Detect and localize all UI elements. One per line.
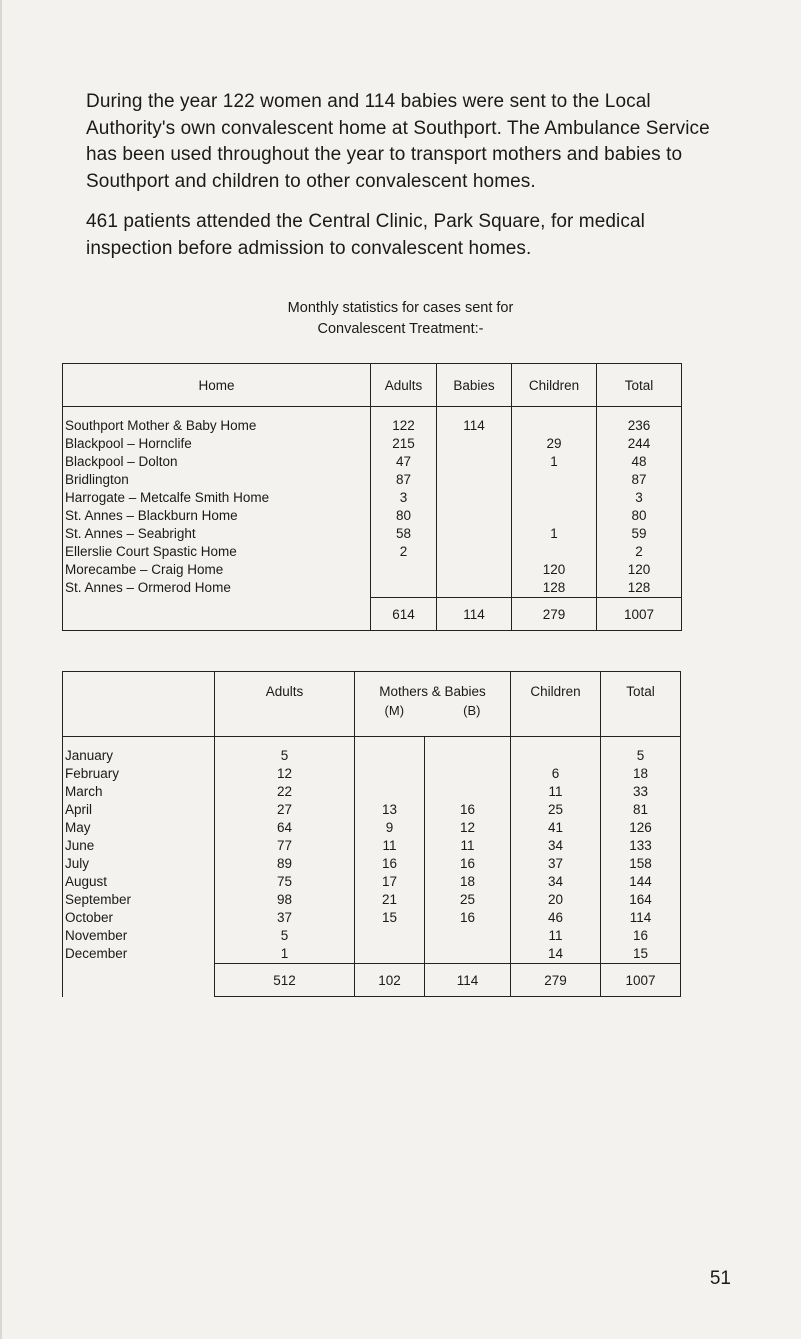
children-value: [511, 737, 601, 766]
table-row: [63, 909, 681, 927]
total-value: 5: [601, 737, 681, 766]
header-adults: Adults: [215, 672, 355, 737]
table-row: [63, 737, 681, 766]
month-name: November: [63, 927, 215, 945]
babies-value: [437, 525, 512, 543]
adults-value: 22: [215, 783, 355, 801]
table-row: [63, 783, 681, 801]
mothers-value: [355, 945, 425, 964]
table-row: [63, 489, 682, 507]
babies-value: [437, 507, 512, 525]
children-value: 120: [512, 561, 597, 579]
table-row: [63, 435, 682, 453]
adults-value: 89: [215, 855, 355, 873]
children-value: 41: [511, 819, 601, 837]
month-name: March: [63, 783, 215, 801]
home-name: St. Annes – Blackburn Home: [63, 507, 371, 525]
header-mothers-babies: [355, 672, 511, 737]
header-adults: Adults: [371, 364, 437, 407]
caption-line-2: Convalescent Treatment:-: [317, 321, 484, 337]
babies-value: [437, 471, 512, 489]
adults-value: [371, 579, 437, 598]
header-mothers-babies-label: Mothers & Babies: [379, 684, 486, 699]
adults-value: 5: [215, 927, 355, 945]
table-row: [63, 855, 681, 873]
header-b: (B): [463, 703, 481, 718]
adults-value: 1: [215, 945, 355, 964]
mothers-value: [355, 783, 425, 801]
babies-value: 18: [425, 873, 511, 891]
babies-value: [437, 489, 512, 507]
children-value: 1: [512, 525, 597, 543]
table-row: [63, 453, 682, 471]
babies-value: [425, 765, 511, 783]
table-row: [63, 945, 681, 964]
month-name: December: [63, 945, 215, 964]
table-caption: [0, 298, 801, 340]
total-value: 2: [597, 543, 682, 561]
adults-value: 77: [215, 837, 355, 855]
month-name: June: [63, 837, 215, 855]
table-row: [63, 873, 681, 891]
total-value: 120: [597, 561, 682, 579]
header-total: Total: [601, 672, 681, 737]
total-value: 48: [597, 453, 682, 471]
home-name: Bridlington: [63, 471, 371, 489]
mothers-value: 13: [355, 801, 425, 819]
total-children: 279: [511, 964, 601, 997]
adults-value: [371, 561, 437, 579]
children-value: [512, 407, 597, 436]
table-row: [63, 801, 681, 819]
page-edge: [0, 0, 2, 1339]
babies-value: [437, 543, 512, 561]
home-name: St. Annes – Ormerod Home: [63, 579, 371, 598]
total-adults: 512: [215, 964, 355, 997]
home-name: Morecambe – Craig Home: [63, 561, 371, 579]
home-name: Blackpool – Hornclife: [63, 435, 371, 453]
children-value: 25: [511, 801, 601, 819]
table-row: [63, 507, 682, 525]
children-value: 20: [511, 891, 601, 909]
month-name: July: [63, 855, 215, 873]
table-row: [63, 561, 682, 579]
mothers-value: 11: [355, 837, 425, 855]
children-value: 34: [511, 873, 601, 891]
table-row: [63, 525, 682, 543]
homes-table: [62, 363, 682, 631]
month-name: February: [63, 765, 215, 783]
total-adults: 614: [371, 598, 437, 631]
header-home: Home: [63, 364, 371, 407]
adults-value: 27: [215, 801, 355, 819]
month-name: October: [63, 909, 215, 927]
mothers-value: 17: [355, 873, 425, 891]
babies-value: [437, 453, 512, 471]
paragraph-convalescent-home: During the year 122 women and 114 babies were sent to the Local Authority's own convalescent home at Southport. The Ambulance Service has been used throughout the year to transport mothers and babies to Southport and children to other convalescent homes.: [86, 91, 710, 192]
children-value: 1: [512, 453, 597, 471]
home-name: Blackpool – Dolton: [63, 453, 371, 471]
adults-value: 98: [215, 891, 355, 909]
children-value: [512, 471, 597, 489]
babies-value: [425, 737, 511, 766]
adults-value: 75: [215, 873, 355, 891]
children-value: 46: [511, 909, 601, 927]
total-value: 144: [601, 873, 681, 891]
table-row: [63, 837, 681, 855]
babies-value: 16: [425, 909, 511, 927]
table-row: [63, 927, 681, 945]
adults-value: 215: [371, 435, 437, 453]
total-total: 1007: [597, 598, 682, 631]
home-name: Harrogate – Metcalfe Smith Home: [63, 489, 371, 507]
adults-value: 3: [371, 489, 437, 507]
adults-value: 64: [215, 819, 355, 837]
total-m: 102: [355, 964, 425, 997]
children-value: 11: [511, 783, 601, 801]
babies-value: 25: [425, 891, 511, 909]
total-value: 133: [601, 837, 681, 855]
children-value: 29: [512, 435, 597, 453]
month-name: August: [63, 873, 215, 891]
total-value: 59: [597, 525, 682, 543]
adults-value: 87: [371, 471, 437, 489]
total-b: 114: [425, 964, 511, 997]
children-value: 14: [511, 945, 601, 964]
mothers-value: [355, 737, 425, 766]
total-value: 126: [601, 819, 681, 837]
children-value: 128: [512, 579, 597, 598]
total-value: 158: [601, 855, 681, 873]
mothers-value: 21: [355, 891, 425, 909]
total-value: 16: [601, 927, 681, 945]
children-value: 11: [511, 927, 601, 945]
table-row: [63, 819, 681, 837]
home-name: St. Annes – Seabright: [63, 525, 371, 543]
babies-value: [437, 561, 512, 579]
total-total: 1007: [601, 964, 681, 997]
home-name: Southport Mother & Baby Home: [63, 407, 371, 436]
mothers-value: 16: [355, 855, 425, 873]
babies-value: [437, 579, 512, 598]
header-children: Children: [511, 672, 601, 737]
adults-value: 2: [371, 543, 437, 561]
table-row: [63, 471, 682, 489]
mothers-value: [355, 765, 425, 783]
caption-line-1: Monthly statistics for cases sent for: [287, 300, 514, 316]
adults-value: 80: [371, 507, 437, 525]
babies-value: [437, 435, 512, 453]
adults-value: 5: [215, 737, 355, 766]
total-value: 128: [597, 579, 682, 598]
paragraph-central-clinic: 461 patients attended the Central Clinic, Park Square, for medical inspection before admission to convalescent homes.: [86, 211, 645, 259]
table-row: [63, 891, 681, 909]
babies-value: 16: [425, 855, 511, 873]
mothers-value: [355, 927, 425, 945]
adults-value: 58: [371, 525, 437, 543]
adults-value: 47: [371, 453, 437, 471]
total-children: 279: [512, 598, 597, 631]
table-row: [63, 407, 682, 436]
header-total: Total: [597, 364, 682, 407]
children-value: 37: [511, 855, 601, 873]
children-value: 6: [511, 765, 601, 783]
children-value: [512, 507, 597, 525]
total-value: 236: [597, 407, 682, 436]
home-name: Ellerslie Court Spastic Home: [63, 543, 371, 561]
monthly-table: [62, 671, 681, 997]
babies-value: 12: [425, 819, 511, 837]
mothers-value: 15: [355, 909, 425, 927]
adults-value: 122: [371, 407, 437, 436]
babies-value: 114: [437, 407, 512, 436]
total-value: 33: [601, 783, 681, 801]
total-value: 18: [601, 765, 681, 783]
total-value: 15: [601, 945, 681, 964]
table-row: [63, 543, 682, 561]
total-value: 81: [601, 801, 681, 819]
month-name: January: [63, 737, 215, 766]
page-number: 51: [709, 1268, 731, 1289]
total-value: 244: [597, 435, 682, 453]
babies-value: [425, 783, 511, 801]
total-value: 3: [597, 489, 682, 507]
babies-value: 16: [425, 801, 511, 819]
babies-value: 11: [425, 837, 511, 855]
total-value: 80: [597, 507, 682, 525]
month-name: April: [63, 801, 215, 819]
children-value: 34: [511, 837, 601, 855]
month-name: September: [63, 891, 215, 909]
table-row: [63, 579, 682, 598]
header-babies: Babies: [437, 364, 512, 407]
babies-value: [425, 945, 511, 964]
total-babies: 114: [437, 598, 512, 631]
table-row: [63, 765, 681, 783]
total-value: 164: [601, 891, 681, 909]
month-name: May: [63, 819, 215, 837]
babies-value: [425, 927, 511, 945]
total-value: 87: [597, 471, 682, 489]
total-value: 114: [601, 909, 681, 927]
children-value: [512, 543, 597, 561]
adults-value: 37: [215, 909, 355, 927]
adults-value: 12: [215, 765, 355, 783]
children-value: [512, 489, 597, 507]
header-m: (M): [384, 703, 405, 718]
header-children: Children: [512, 364, 597, 407]
mothers-value: 9: [355, 819, 425, 837]
